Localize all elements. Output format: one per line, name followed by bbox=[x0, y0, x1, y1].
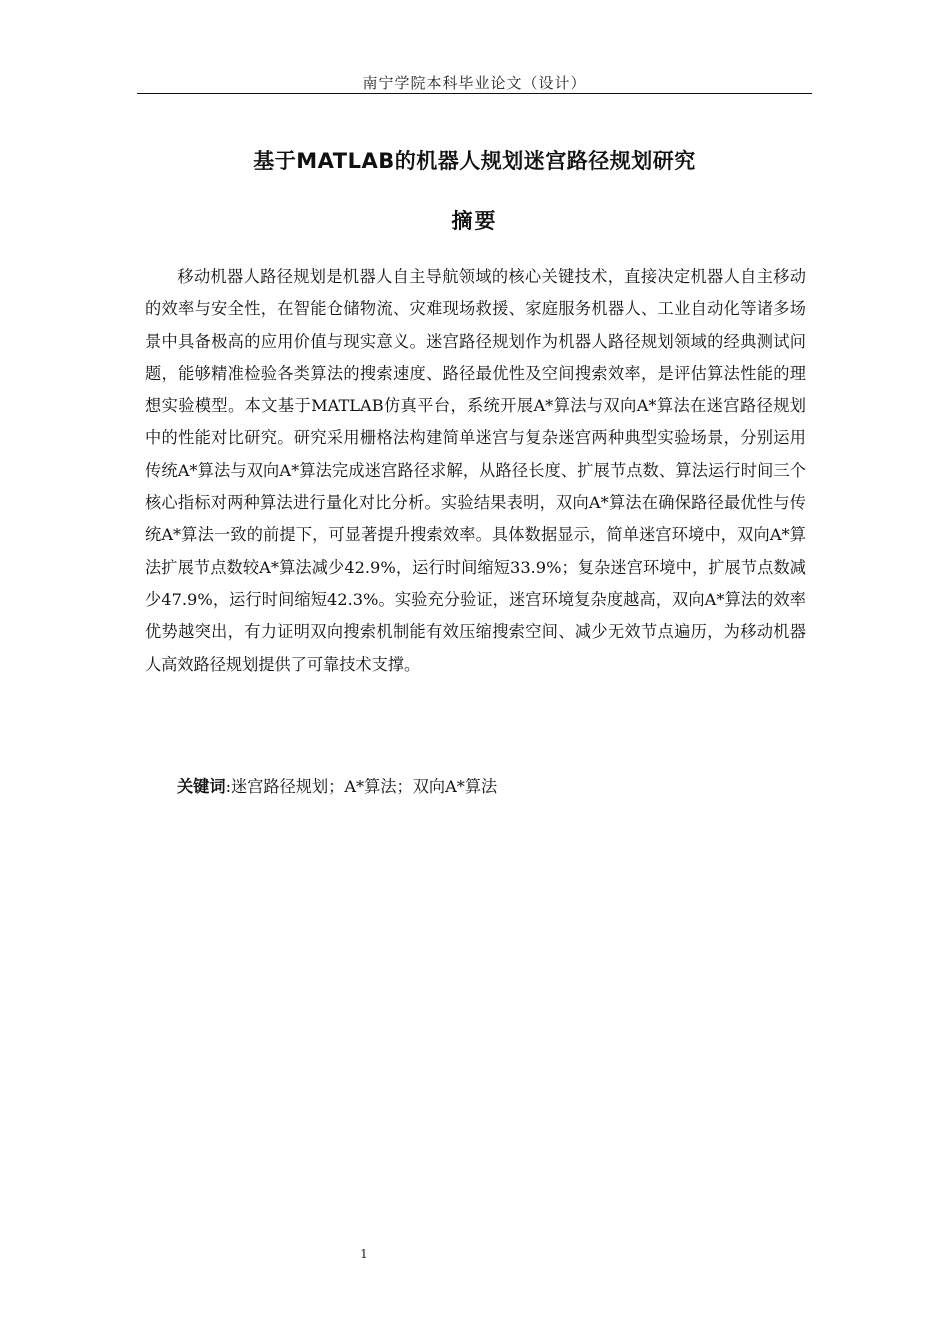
keywords-separator: : bbox=[225, 777, 232, 796]
keywords-line bbox=[177, 773, 497, 801]
keywords-label: 关键词 bbox=[177, 777, 226, 796]
abstract-heading: 摘要 bbox=[451, 209, 498, 233]
abstract-body: 移动机器人路径规划是机器人自主导航领域的核心关键技术，直接决定机器人自主移动的效率与安全性，在智能仓储物流、灾难现场救援、家庭服务机器人、工业自动化等诸多场景中具备极高的应用价值与现实意义。迷宫路径规划作为机器人路径规划领域的经典测试问题，能够精准检验各类算法的搜索速度、路径最优性及空间搜索效率，是评估算法性能的理想实验模型。本文基于MATLAB仿真平台，系统开展A*算法与双向A*算法在迷宫路径规划中的性能对比研究。研究采用栅格法构建简单迷宫与复杂迷宫两种典型实验场景，分别运用传统A*算法与双向A*算法完成迷宫路径求解，从路径长度、扩展节点数、算法运行时间三个核心指标对两种算法进行量化对比分析。实验结果表明，双向A*算法在确保路径最优性与传统A*算法一致的前提下，可显著提升搜索效率。具体数据显示，简单迷宫环境中，双向A*算法扩展节点数较A*算法减少42.9%，运行时间缩短33.9%；复杂迷宫环境中，扩展节点数减少47.9%，运行时间缩短42.3%。实验充分验证，迷宫环境复杂度越高，双向A*算法的效率优势越突出，有力证明双向搜索机制能有效压缩搜索空间、减少无效节点遍历，为移动机器人高效路径规划提供了可靠技术支撑。 bbox=[145, 267, 806, 674]
running-header: 南宁学院本科毕业论文（设计） bbox=[362, 74, 587, 92]
page-number: 1 bbox=[360, 1247, 368, 1261]
thesis-title: 基于MATLAB的机器人规划迷宫路径规划研究 bbox=[253, 149, 696, 173]
header-rule bbox=[137, 93, 812, 94]
keywords-text: 迷宫路径规划；A*算法；双向A*算法 bbox=[231, 777, 498, 796]
